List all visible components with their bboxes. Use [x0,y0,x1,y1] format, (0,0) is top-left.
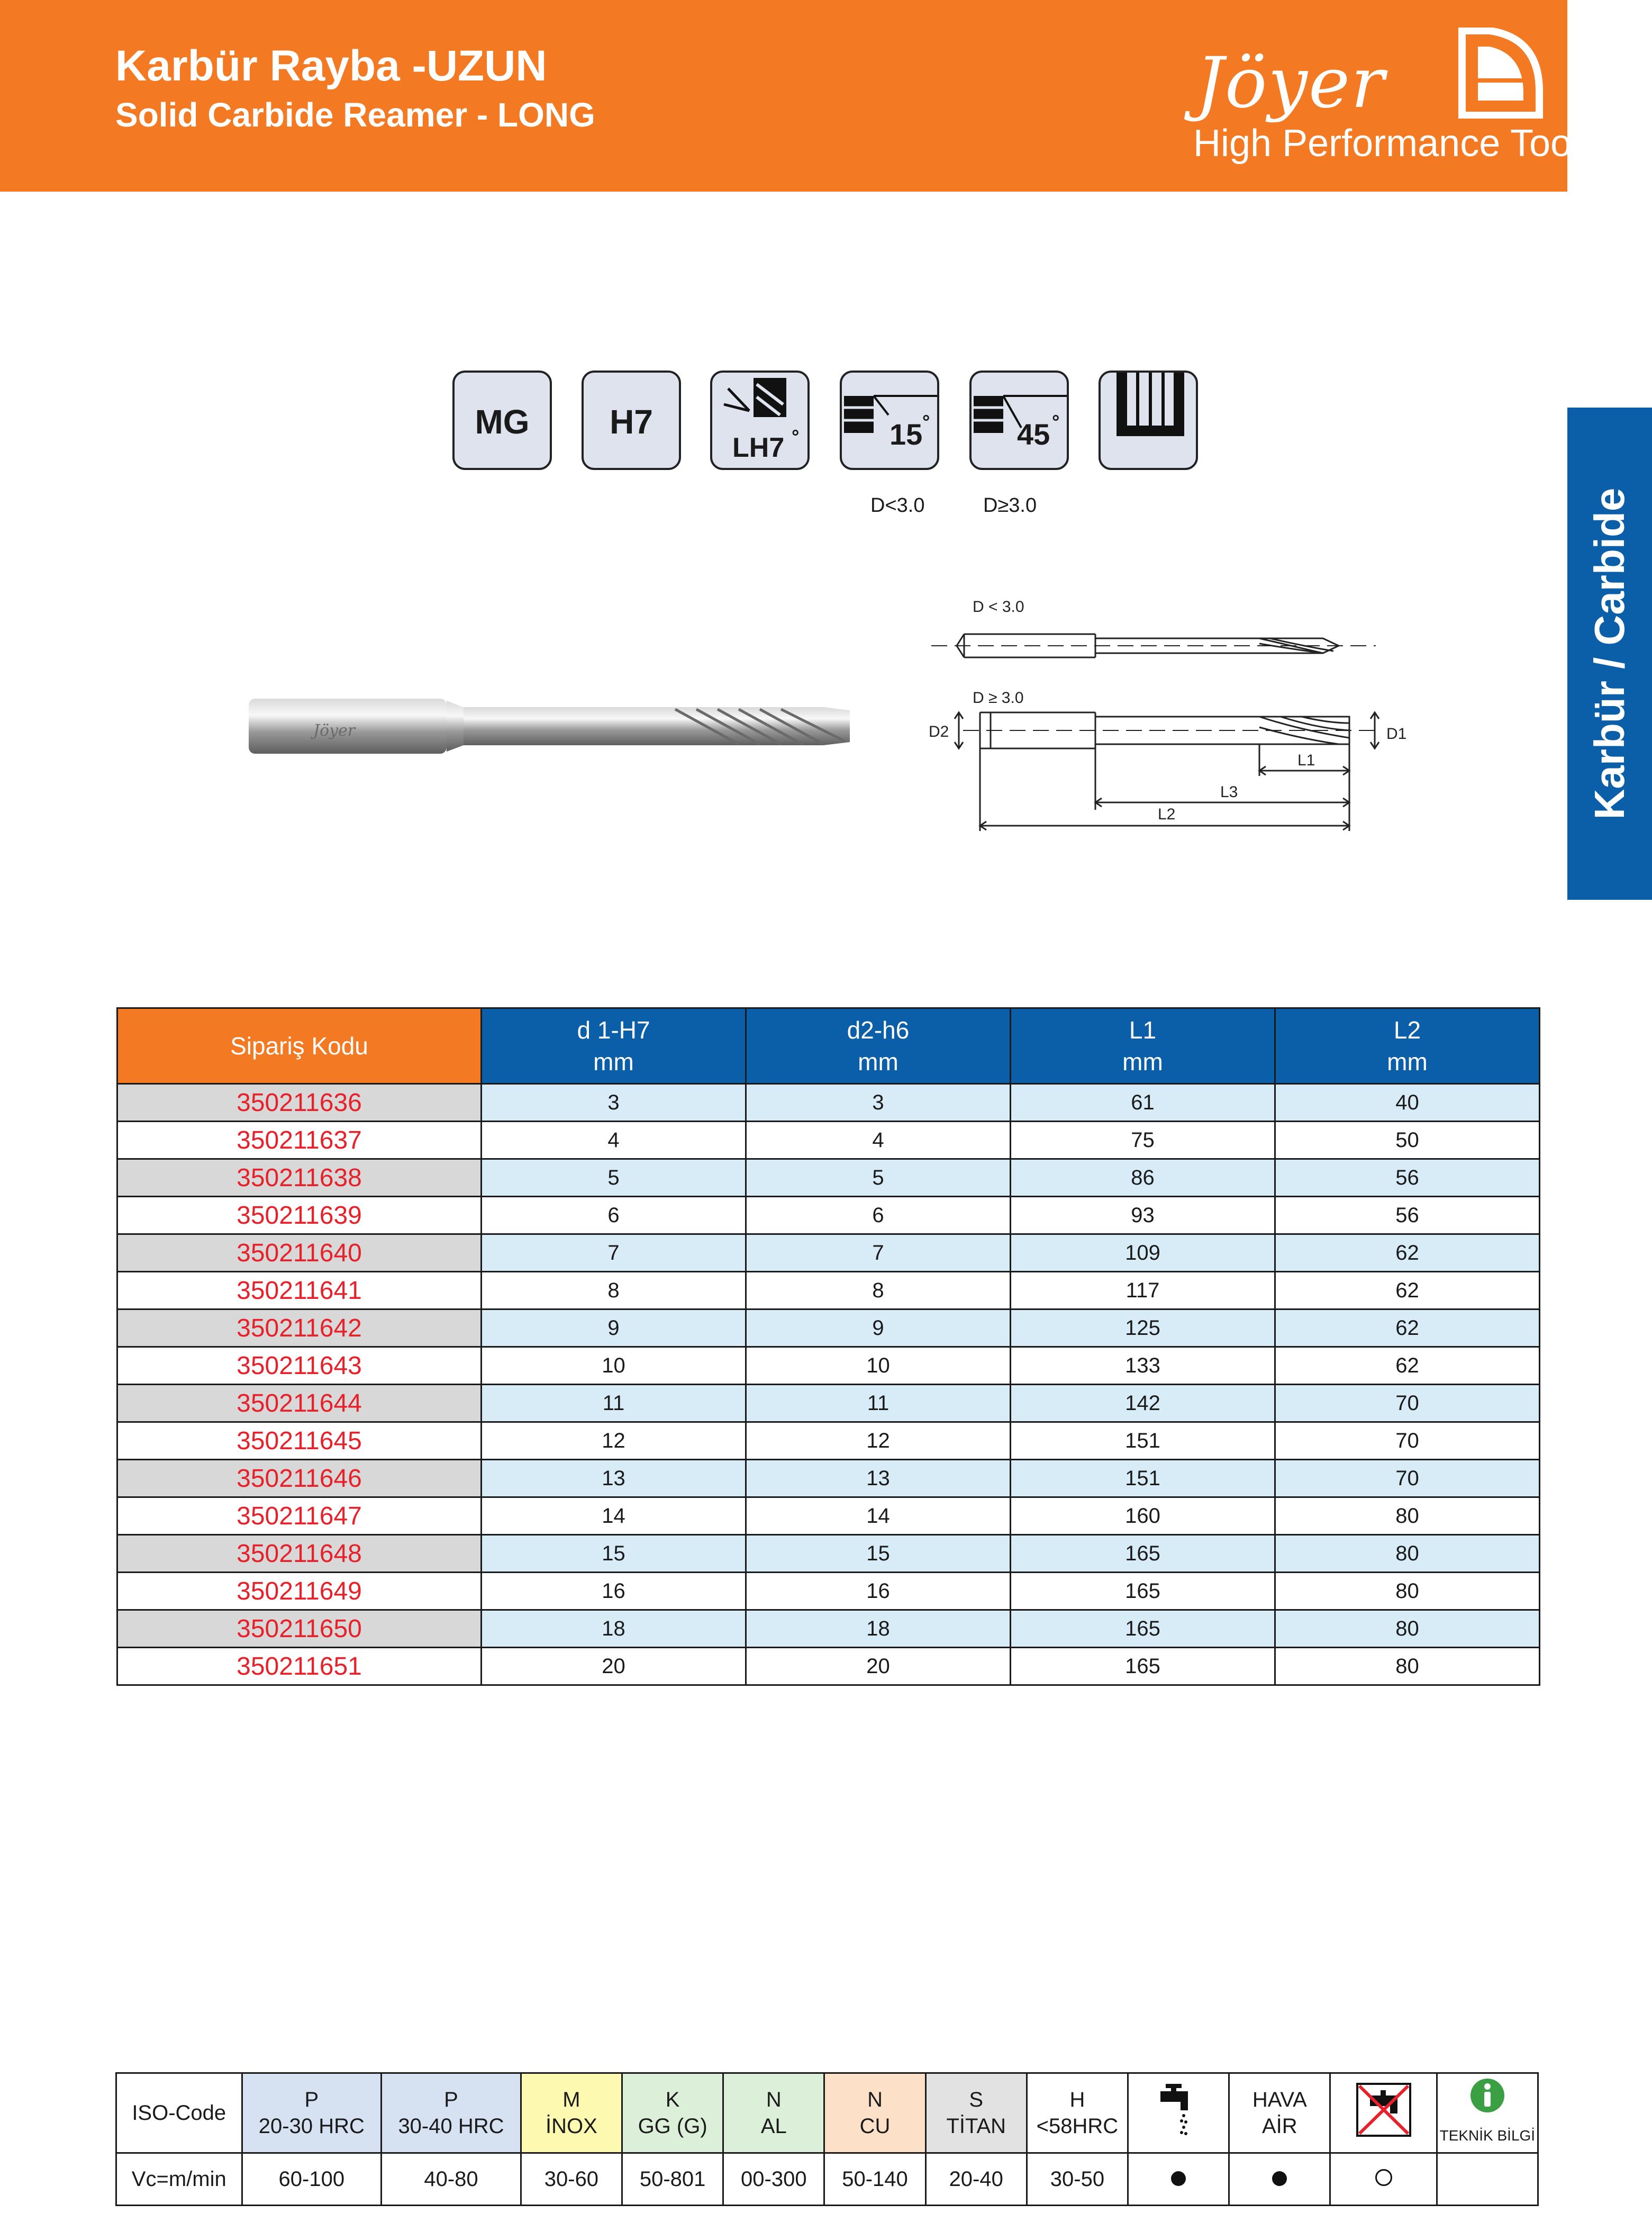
header-l1 [1011,1008,1275,1084]
header-l1-unit: mm [1122,1048,1163,1076]
reamer-product-photo [241,689,857,763]
cell-l1: 61 [1011,1084,1275,1122]
order-code: 350211649 [117,1573,482,1610]
cell-d1: 15 [482,1535,746,1573]
lh7-degree: ° [792,426,800,447]
cell-d2: 12 [746,1422,1011,1460]
material-n-cu-top: N [867,2088,883,2111]
lh7-label: LH7 [732,432,785,463]
order-code: 350211637 [117,1122,482,1159]
material-h-top: H [1069,2088,1085,2111]
product-table [116,1007,1540,1686]
cell-l1: 75 [1011,1122,1275,1159]
lh7-helix-badge [710,371,810,470]
material-n-al-top: N [766,2088,782,2111]
technical-info-label: TEKNİK BİLGİ [1439,2127,1536,2144]
coolant-header [1128,2073,1229,2153]
order-code: 350211648 [117,1535,482,1573]
table-row [117,1197,1540,1234]
table-row [117,1234,1540,1272]
iso-code-row [116,2073,1538,2153]
cell-l1: 142 [1011,1385,1275,1422]
material-s-bottom: TİTAN [946,2115,1006,2138]
technical-info-header [1437,2073,1538,2153]
technical-info-cell [1437,2153,1538,2206]
order-code: 350211651 [117,1648,482,1685]
order-code: 350211645 [117,1422,482,1460]
header-l2-unit: mm [1387,1048,1428,1076]
cell-l1: 86 [1011,1159,1275,1197]
cell-d2: 20 [746,1648,1011,1685]
table-row [117,1159,1540,1197]
header-order-code: Sipariş Kodu [117,1008,482,1084]
air-header [1229,2073,1330,2153]
material-k-bottom: GG (G) [638,2115,707,2138]
material-p2-top: P [444,2088,458,2111]
material-h [1027,2073,1128,2153]
cell-l2: 62 [1275,1347,1540,1385]
header-d1 [482,1008,746,1084]
order-code: 350211646 [117,1460,482,1497]
cell-d1: 6 [482,1197,746,1234]
cell-d2: 4 [746,1122,1011,1159]
cell-l1: 165 [1011,1535,1275,1573]
material-s [925,2073,1027,2153]
table-row [117,1385,1540,1422]
drawing-label-large: D ≥ 3.0 [973,689,1024,707]
table-row [117,1497,1540,1535]
vc-p1: 60-100 [242,2153,382,2206]
order-code: 350211640 [117,1234,482,1272]
table-row [117,1648,1540,1685]
coolant-tap-icon [1157,2081,1200,2139]
drawing-d1: D1 [1386,725,1407,743]
cell-d2: 6 [746,1197,1011,1234]
mg-label: MG [475,403,530,441]
chamfer-15-badge [840,371,939,470]
air-bottom: AİR [1261,2115,1297,2138]
cell-l1: 117 [1011,1272,1275,1309]
cell-l2: 80 [1275,1648,1540,1685]
header-l2 [1275,1008,1540,1084]
cell-l2: 80 [1275,1610,1540,1648]
h7-label: H7 [610,403,653,441]
vc-k: 50-801 [622,2153,723,2206]
table-row [117,1535,1540,1573]
material-p2-bottom: 30-40 HRC [398,2115,504,2138]
filled-dot-icon [1171,2171,1186,2186]
cell-l2: 62 [1275,1272,1540,1309]
cell-l2: 80 [1275,1573,1540,1610]
cell-d2: 9 [746,1309,1011,1347]
cell-d1: 8 [482,1272,746,1309]
angle-45-degree: ° [1052,411,1060,432]
header-d2 [746,1008,1011,1084]
brand-logo-icon [1458,28,1544,119]
header-l2-name: L2 [1393,1016,1421,1044]
note-small-diameter: D<3.0 [870,494,925,517]
side-category-label: Karbür / Carbide [1586,487,1633,820]
table-row [117,1347,1540,1385]
drawing-l3: L3 [1220,783,1238,801]
material-k-top: K [665,2088,680,2111]
empty-circle-icon [1375,2169,1392,2186]
material-n-cu-bottom: CU [859,2115,891,2138]
material-m [521,2073,622,2153]
cell-l2: 50 [1275,1122,1540,1159]
cell-d2: 10 [746,1347,1011,1385]
cell-l1: 93 [1011,1197,1275,1234]
cell-d2: 3 [746,1084,1011,1122]
material-p1-bottom: 20-30 HRC [258,2115,365,2138]
material-s-top: S [969,2088,984,2111]
cell-l1: 165 [1011,1648,1275,1685]
cell-l2: 62 [1275,1234,1540,1272]
straight-flute-badge [1099,371,1198,470]
h7-tolerance-badge [582,371,681,470]
drawing-d2: D2 [929,723,949,740]
info-icon [1469,2077,1506,2114]
straight-flute-icon [1101,373,1198,470]
cell-d1: 11 [482,1385,746,1422]
note-large-diameter: D≥3.0 [983,494,1037,517]
cell-l2: 80 [1275,1535,1540,1573]
cell-d2: 8 [746,1272,1011,1309]
angle-15-degree: ° [922,411,930,432]
material-speed-table [115,2072,1539,2206]
dry-header [1330,2073,1437,2153]
angle-45-label: 45 [1017,418,1050,451]
order-code: 350211650 [117,1610,482,1648]
header-d2-unit: mm [858,1048,898,1076]
cell-d2: 5 [746,1159,1011,1197]
table-row [117,1122,1540,1159]
brand-name: Jöyer [1196,42,1386,124]
cell-l2: 62 [1275,1309,1540,1347]
vc-p2: 40-80 [382,2153,521,2206]
drawing-l2: L2 [1158,806,1176,823]
table-row [117,1460,1540,1497]
order-code: 350211641 [117,1272,482,1309]
cell-l2: 56 [1275,1159,1540,1197]
cell-l1: 109 [1011,1234,1275,1272]
order-code: 350211636 [117,1084,482,1122]
cell-l2: 70 [1275,1385,1540,1422]
cutting-speed-row [116,2153,1538,2206]
cell-l2: 70 [1275,1422,1540,1460]
mg-grade-badge [452,371,552,470]
technical-drawing [921,598,1407,839]
cell-d1: 10 [482,1347,746,1385]
vc-label: Vc=m/min [116,2153,242,2206]
table-row [117,1422,1540,1460]
table-row [117,1573,1540,1610]
cell-d1: 4 [482,1122,746,1159]
cell-l2: 56 [1275,1197,1540,1234]
air-recommended [1229,2153,1330,2206]
cell-d2: 15 [746,1535,1011,1573]
table-header-row [117,1008,1540,1084]
cell-l2: 70 [1275,1460,1540,1497]
cell-d2: 16 [746,1573,1011,1610]
cell-d2: 11 [746,1385,1011,1422]
order-code: 350211642 [117,1309,482,1347]
material-m-top: M [562,2088,580,2111]
cell-d1: 16 [482,1573,746,1610]
header-bar [0,0,1600,192]
cell-l1: 125 [1011,1309,1275,1347]
cell-d1: 3 [482,1084,746,1122]
material-n-al [723,2073,824,2153]
material-h-bottom: <58HRC [1036,2115,1119,2138]
cell-d1: 13 [482,1460,746,1497]
cell-l1: 151 [1011,1422,1275,1460]
material-k [622,2073,723,2153]
material-p2 [382,2073,521,2153]
cell-d1: 20 [482,1648,746,1685]
iso-code-label: ISO-Code [116,2073,242,2153]
vc-h: 30-50 [1027,2153,1128,2206]
svg-text:Jöyer: Jöyer [313,721,356,740]
coolant-recommended [1128,2153,1229,2206]
cell-d1: 14 [482,1497,746,1535]
brand-tagline: High Performance Tools [1193,122,1600,165]
order-code: 350211647 [117,1497,482,1535]
no-coolant-icon [1352,2081,1415,2139]
header-d1-name: d 1-H7 [577,1016,650,1044]
table-row [117,1084,1540,1122]
cell-l1: 165 [1011,1610,1275,1648]
table-row [117,1309,1540,1347]
material-m-bottom: İNOX [546,2115,597,2138]
cell-d1: 7 [482,1234,746,1272]
cell-l2: 80 [1275,1497,1540,1535]
page-title-tr: Karbür Rayba -UZUN [115,42,547,90]
drawing-label-small: D < 3.0 [973,598,1024,616]
vc-n-cu: 50-140 [824,2153,925,2206]
vc-m: 30-60 [521,2153,622,2206]
material-n-al-bottom: AL [760,2115,787,2138]
page-title-en: Solid Carbide Reamer - LONG [115,96,595,134]
angle-15-label: 15 [889,418,923,451]
material-p1 [242,2073,382,2153]
table-row [117,1272,1540,1309]
cell-d1: 5 [482,1159,746,1197]
cell-d2: 14 [746,1497,1011,1535]
cell-d1: 9 [482,1309,746,1347]
filled-dot-icon [1272,2171,1287,2186]
cell-d2: 7 [746,1234,1011,1272]
order-code: 350211643 [117,1347,482,1385]
reamer-dimension-drawing [921,609,1397,836]
order-code: 350211639 [117,1197,482,1234]
table-row [117,1610,1540,1648]
order-code: 350211644 [117,1385,482,1422]
cell-d2: 13 [746,1460,1011,1497]
cell-l2: 40 [1275,1084,1540,1122]
cell-d1: 12 [482,1422,746,1460]
cell-l1: 160 [1011,1497,1275,1535]
chamfer-45-badge [969,371,1069,470]
header-l1-name: L1 [1129,1016,1157,1044]
air-top: HAVA [1252,2088,1307,2111]
material-n-cu [824,2073,925,2153]
cell-l1: 133 [1011,1347,1275,1385]
cell-l1: 151 [1011,1460,1275,1497]
dry-possible [1330,2153,1437,2206]
cell-l1: 165 [1011,1573,1275,1610]
material-p1-top: P [304,2088,319,2111]
vc-n-al: 00-300 [723,2153,824,2206]
vc-s: 20-40 [925,2153,1027,2206]
order-code: 350211638 [117,1159,482,1197]
drawing-l1: L1 [1297,752,1315,769]
header-d2-name: d2-h6 [847,1016,910,1044]
cell-d1: 18 [482,1610,746,1648]
header-d1-unit: mm [593,1048,634,1076]
cell-d2: 18 [746,1610,1011,1648]
